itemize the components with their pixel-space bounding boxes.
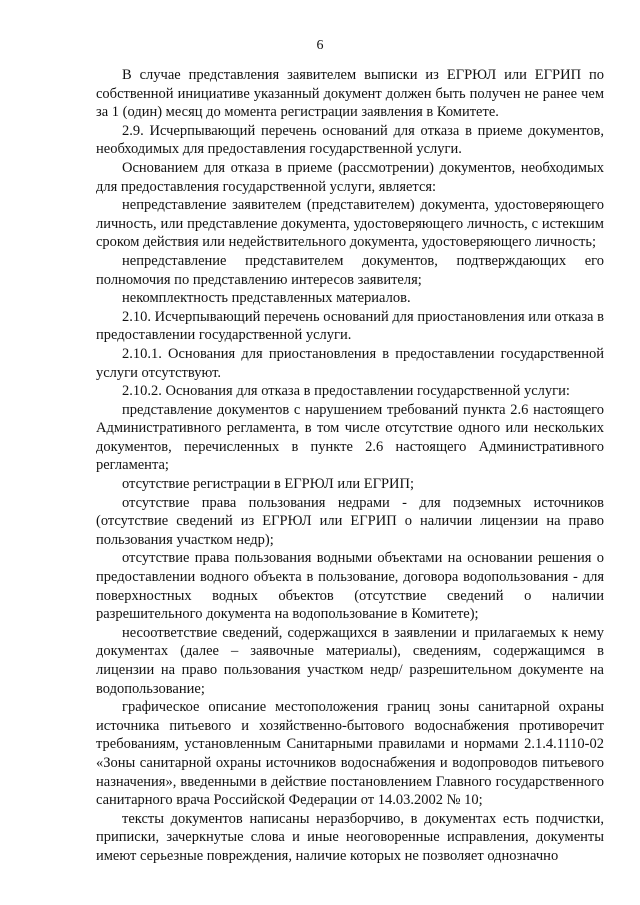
- paragraph: 2.9. Исчерпывающий перечень оснований для отказа в приеме документов, необходимых для предоставления государственной услуги.: [96, 122, 604, 158]
- paragraph: несоответствие сведений, содержащихся в заявлении и прилагаемых к нему документах (далее – заявочные материалы), сведениям, содержащимся в лицензии на право пользования участком недр/ разрешительном документе на водопользование;: [96, 624, 604, 697]
- paragraph: представление документов с нарушением требований пункта 2.6 настоящего Административного регламента, в том числе отсутствие одного или нескольких документов, перечисленных в пункте 2.6 настоящего Административного регламента;: [96, 401, 604, 474]
- paragraph: 2.10.1. Основания для приостановления в предоставлении государственной услуги отсутствуют.: [96, 345, 604, 381]
- paragraph: некомплектность представленных материалов.: [122, 290, 411, 307]
- paragraph: графическое описание местоположения границ зоны санитарной охраны источника питьевого и хозяйственно-бытового водоснабжения противоречит требованиям, установленным Санитарными правилами и нормами 2.1.4.1110-02 «Зоны санитарной охраны источников водоснабжения и водопроводов питьевого назначения», введенными в действие постановлением Главного государственного санитарного врача Российской Федерации от 14.03.2002 № 10;: [96, 699, 604, 809]
- paragraph: отсутствие права пользования водными объектами на основании решения о предоставлении водного объекта в пользование, договора водопользования - для поверхностных водных объектов (отсутствие сведений о наличии разрешительного документа на водопользование в Комитете);: [96, 550, 604, 623]
- paragraph: непредставление представителем документов, подтверждающих его полномочия по представлению интересов заявителя;: [96, 252, 604, 288]
- paragraph: тексты документов написаны неразборчиво, в документах есть подчистки, приписки, зачеркнутые слова и иные неоговоренные исправления, документы имеют серьезные повреждения, наличие которых не позволяет однозначно: [96, 810, 604, 864]
- paragraph: Основанием для отказа в приеме (рассмотрении) документов, необходимых для предоставления государственной услуги, является:: [96, 159, 604, 195]
- paragraph: непредставление заявителем (представителем) документа, удостоверяющего личность, или представление документа, удостоверяющего личность, с истекшим сроком действия или недействительного документа, удостоверяющего личность;: [96, 197, 604, 251]
- paragraph: 2.10. Исчерпывающий перечень оснований для приостановления или отказа в предоставлении государственной услуги.: [96, 308, 604, 344]
- page-number: 6: [316, 38, 324, 53]
- paragraph: 2.10.2. Основания для отказа в предоставлении государственной услуги:: [122, 383, 570, 400]
- document-body: [96, 66, 604, 866]
- paragraph: отсутствие регистрации в ЕГРЮЛ или ЕГРИП;: [122, 476, 415, 493]
- paragraph: В случае представления заявителем выписки из ЕГРЮЛ или ЕГРИП по собственной инициативе указанный документ должен быть получен не ранее чем за 1 (один) месяц до момента регистрации заявления в Комитете.: [96, 67, 604, 121]
- paragraph: отсутствие права пользования недрами - для подземных источников (отсутствие сведений из ЕГРЮЛ или ЕГРИП о наличии лицензии на право пользования участком недр);: [96, 494, 604, 548]
